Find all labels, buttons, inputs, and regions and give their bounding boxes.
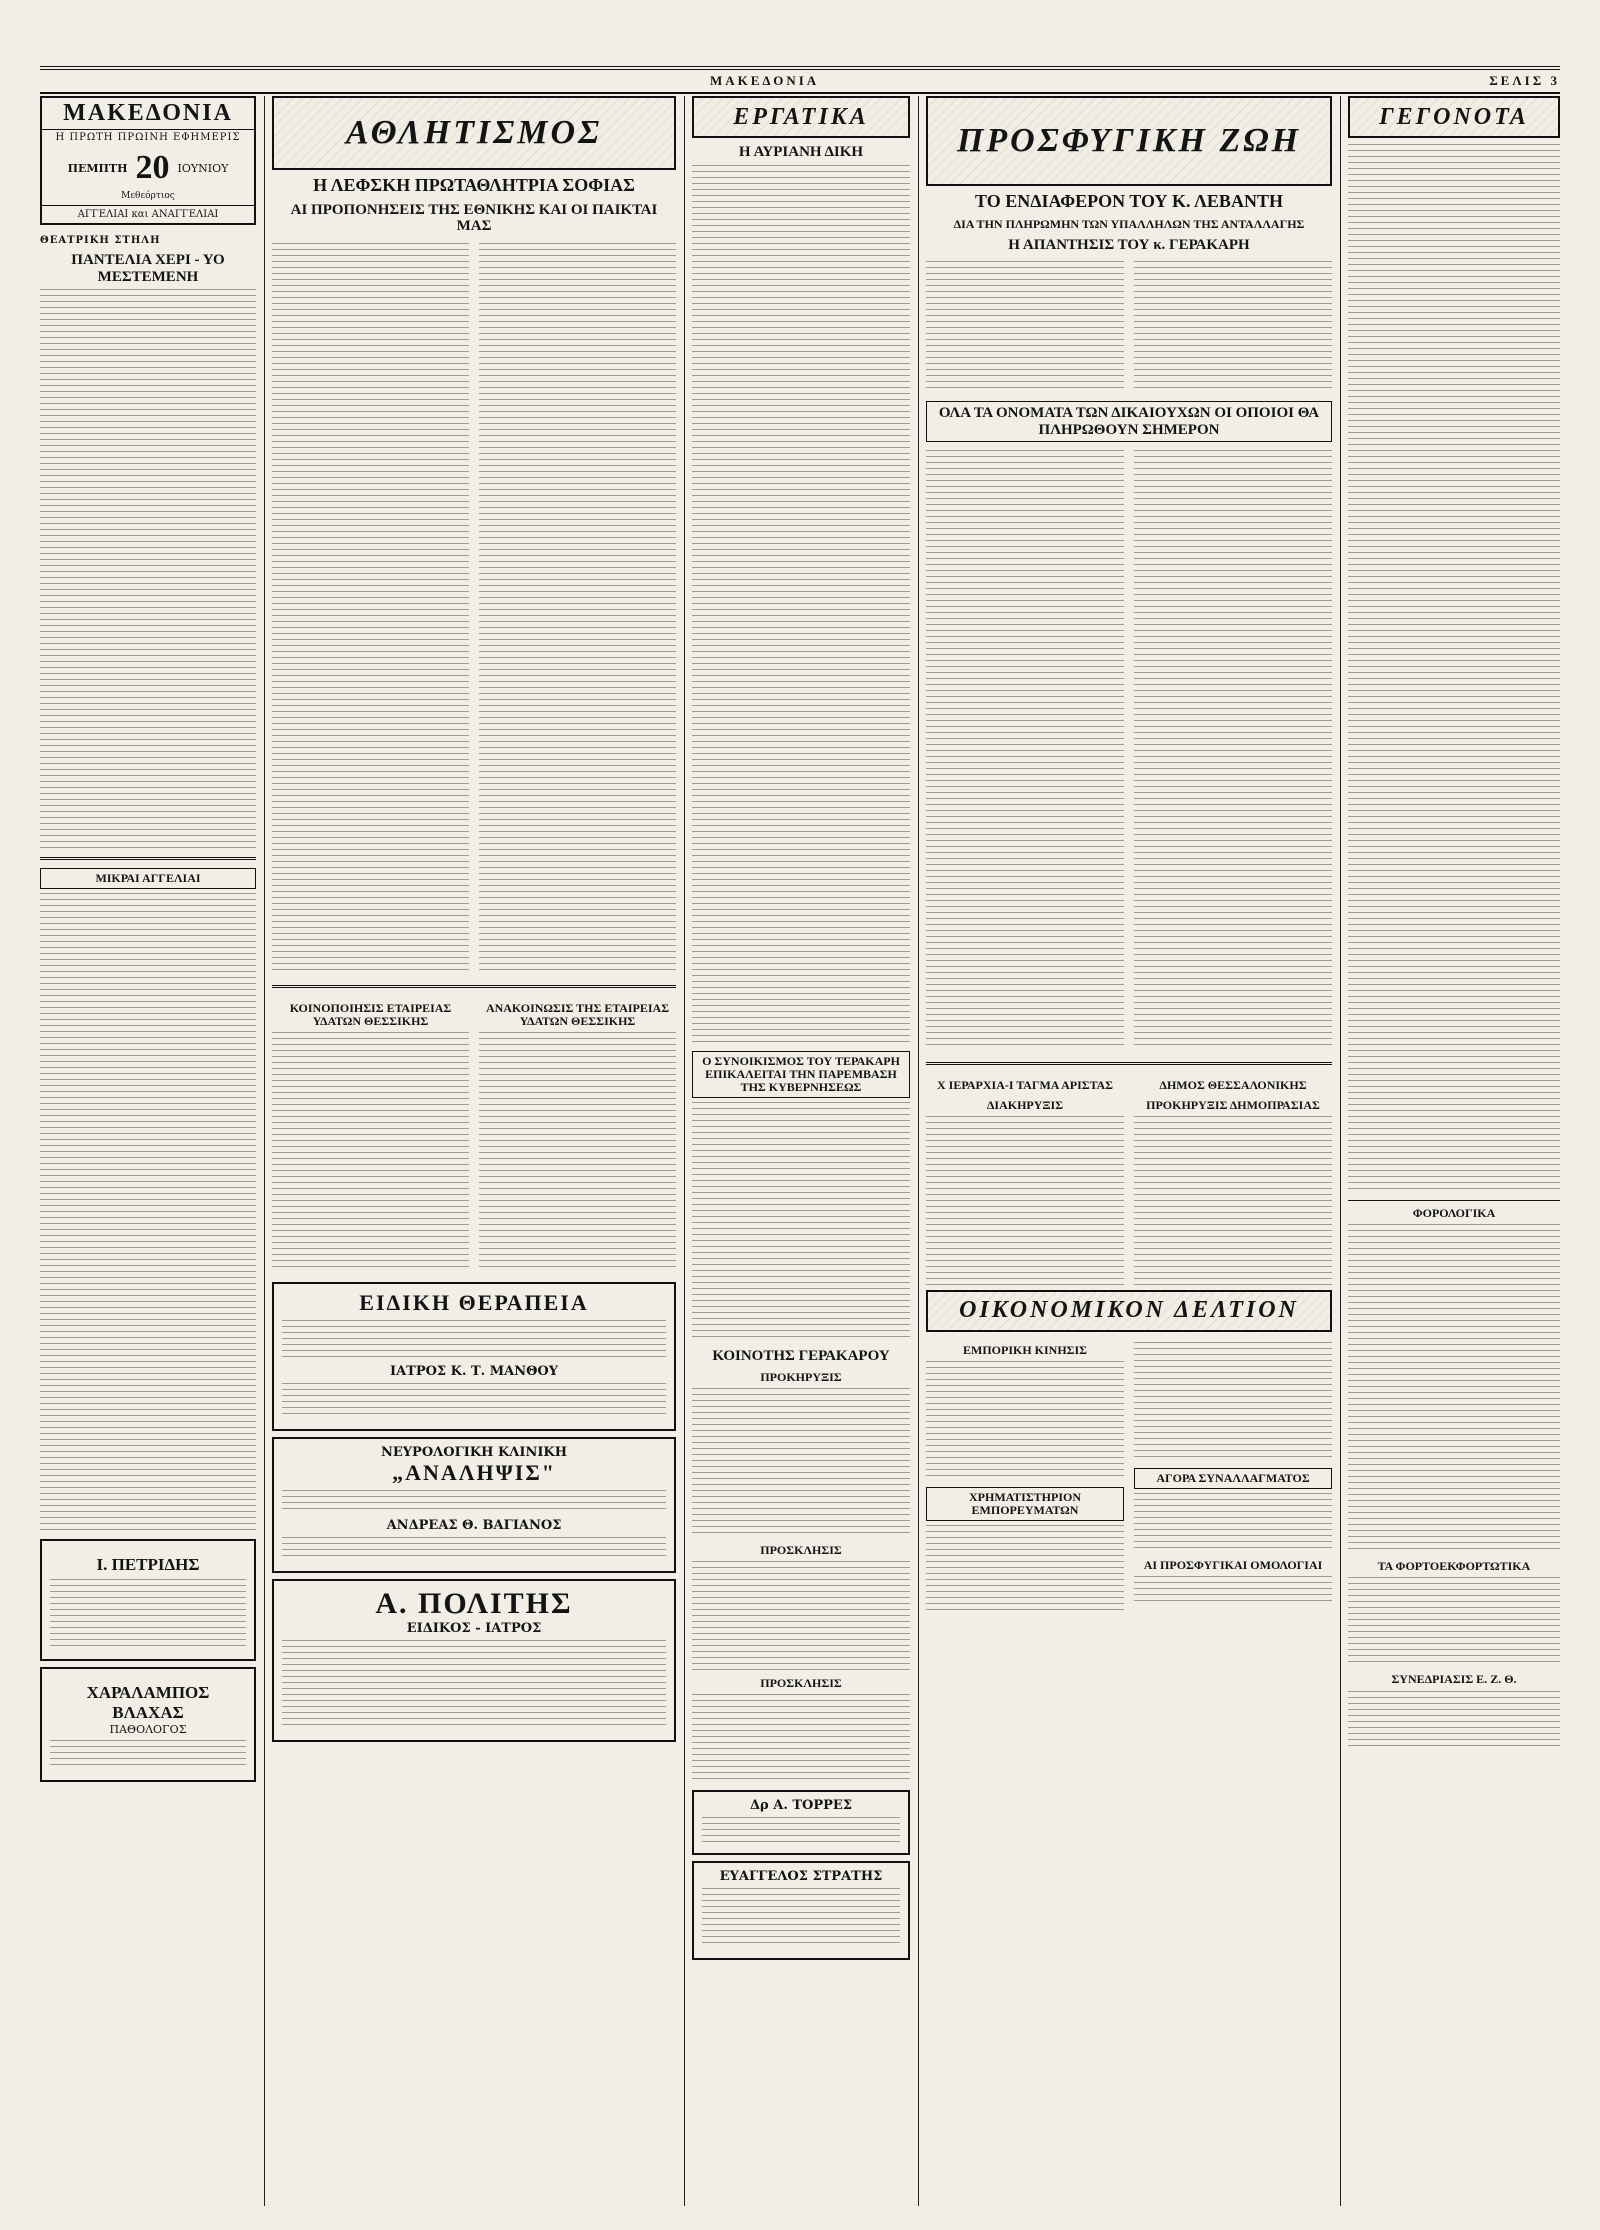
meetings-headline: ΣΥΝΕΔΡΙΑΣΙΣ Ε. Ζ. Θ.	[1391, 1672, 1517, 1687]
ad-politis	[272, 1579, 676, 1742]
sports-headline-2: ΑΙ ΠΡΟΠΟΝΗΣΕΙΣ ΤΗΣ ΕΘΝΙΚΗΣ ΚΑΙ ΟΙ ΠΑΙΚΤΑΙ ΜΑΣ	[290, 201, 658, 235]
article-text	[479, 243, 676, 973]
regiment-headline: Χ ΙΕΡΑΡΧΙΑ-Ι ΤΑΓΜΑ ΑΡΙΣΤΑΣ	[936, 1078, 1114, 1093]
ad-text	[702, 1888, 900, 1948]
article-text	[1134, 1342, 1332, 1462]
theatrical-headline: ΠΑΝΤΕΛΙΑ ΧΕΡΙ - ΥΟ ΜΕΣΤΕΜΕΝΗ	[71, 252, 225, 285]
paper-title: ΜΑΚΕΔΟΝΙΑ	[42, 98, 254, 130]
article-text	[692, 1388, 910, 1538]
ad-text	[282, 1490, 666, 1514]
refugee-headline-3: Η ΑΠΑΝΤΗΣΙΣ ΤΟΥ κ. ΓΕΡΑΚΑΡΗ	[1008, 236, 1250, 253]
date-number: 20	[135, 149, 170, 186]
ad-petridis	[40, 1539, 256, 1661]
ad-stratis-name: ΕΥΑΓΓΕΛΟΣ ΣΤΡΑΤΗΣ	[719, 1869, 883, 1885]
notice-headline-1: ΚΟΙΝΟΠΟΙΗΣΙΣ ΕΤΑΙΡΕΙΑΣ ΥΔΑΤΩΝ ΘΕΣΣΙΚΗΣ	[289, 1000, 452, 1028]
article-text	[926, 450, 1124, 1050]
trucks-headline: ΤΑ ΦΟΡΤΟΕΚΦΟΡΤΩΤΙΚΑ	[1377, 1559, 1531, 1574]
notices-row	[272, 996, 676, 1276]
date-extra: Μεθεόρτιος	[121, 191, 175, 201]
ad-text	[50, 1740, 246, 1770]
municipality-headline: ΔΗΜΟΣ ΘΕΣΣΑΛΟΝΙΚΗΣ	[1159, 1078, 1307, 1093]
article-text	[692, 1561, 910, 1671]
ad-clinic	[272, 1437, 676, 1573]
finance-headline-4: ΑΙ ΠΡΟΣΦΥΓΙΚΑΙ ΟΜΟΛΟΓΙΑΙ	[1143, 1558, 1323, 1573]
article-text	[40, 289, 256, 849]
article-text	[926, 1361, 1124, 1481]
ad-text	[702, 1817, 900, 1843]
article-text	[1348, 1224, 1560, 1554]
invitation-headline-2: ΠΡΟΣΚΛΗΣΙΣ	[760, 1675, 842, 1690]
refugee-headline-2: ΔΙΑ ΤΗΝ ΠΛΗΡΩΜΗΝ ΤΩΝ ΥΠΑΛΛΗΛΩΝ ΤΗΣ ΑΝΤΑΛΛΑΓΗΣ	[953, 216, 1305, 231]
finance-headline-1: ΕΜΠΟΡΙΚΗ ΚΙΝΗΣΙΣ	[962, 1342, 1088, 1357]
divider	[40, 857, 256, 860]
ad-special-therapy	[272, 1282, 676, 1431]
ad-politis-role: ΕΙΔΙΚΟΣ - ΙΑΤΡΟΣ	[406, 1621, 542, 1637]
refugee-headline-1: ΤΟ ΕΝΔΙΑΦΕΡΟΝ ΤΟΥ Κ. ΛΕΒΑΝΤΗ	[975, 191, 1283, 211]
sports-text-columns	[272, 239, 676, 977]
article-text	[1134, 1493, 1332, 1553]
article-text	[1348, 1691, 1560, 1751]
column-3	[692, 96, 910, 2206]
article-text	[926, 1116, 1124, 1286]
article-text	[692, 1694, 910, 1784]
ad-text	[282, 1537, 666, 1561]
article-text	[1134, 1576, 1332, 1606]
notice-text	[272, 1032, 469, 1272]
notice-text	[479, 1032, 676, 1272]
divider	[272, 985, 676, 988]
column-rule	[918, 96, 919, 2206]
proclamation-headline: ΠΡΟΚΗΡΥΞΙΣ	[760, 1369, 842, 1384]
announcement-headline: ΔΙΑΚΗΡΥΞΙΣ	[986, 1097, 1064, 1112]
finance-columns	[926, 1338, 1332, 1620]
ad-text	[50, 1579, 246, 1649]
column-rule	[264, 96, 265, 2206]
article-text	[1134, 1116, 1332, 1286]
column-4	[926, 96, 1332, 2206]
tax-headline: ΦΟΡΟΛΟΓΙΚΑ	[1412, 1206, 1496, 1220]
municipality-subheadline: ΠΡΟΚΗΡΥΞΙΣ ΔΗΜΟΠΡΑΣΙΑΣ	[1146, 1097, 1320, 1112]
events-text	[1348, 144, 1560, 1194]
top-bar-paper-name: ΜΑΚΕΔΟΝΙΑ	[709, 73, 820, 88]
paper-subtitle: Η ΠΡΩΤΗ ΠΡΩΙΝΗ ΕΦΗΜΕΡΙΣ	[55, 132, 241, 143]
labour-headline: Η ΑΥΡΙΑΝΗ ΔΙΚΗ	[738, 144, 864, 160]
labour-banner: ΕΡΓΑΤΙΚΑ	[692, 96, 910, 138]
divider	[926, 1062, 1332, 1065]
finance-headline-2: ΧΡΗΜΑΤΙΣΤΗΡΙΟΝ ΕΜΠΟΡΕΥΜΑΤΩΝ	[926, 1487, 1124, 1521]
ad-special-doctor: ΙΑΤΡΟΣ Κ. Τ. ΜΑΝΘΟΥ	[389, 1364, 559, 1380]
article-text	[926, 1525, 1124, 1615]
theatrical-section-label: ΘΕΑΤΡΙΚΗ ΣΤΗΛΗ	[40, 235, 161, 246]
ad-politis-name: Α. ΠΟΛΙΤΗΣ	[375, 1587, 573, 1621]
article-text	[926, 261, 1124, 391]
ad-clinic-director: ΑΝΔΡΕΑΣ Θ. ΒΑΓΙΑΝΟΣ	[386, 1518, 562, 1534]
invitation-headline-1: ΠΡΟΣΚΛΗΣΙΣ	[760, 1542, 842, 1557]
top-rule-bar	[40, 66, 1560, 94]
divider	[1348, 1200, 1560, 1201]
ad-torres	[692, 1790, 910, 1855]
ad-clinic-title: ΝΕΥΡΟΛΟΓΙΚΗ ΚΛΙΝΙΚΗ	[380, 1445, 567, 1461]
article-text	[1348, 1577, 1560, 1667]
sports-banner: ΑΘΛΗΤΙΣΜΟΣ	[272, 96, 676, 170]
article-text	[1134, 261, 1332, 391]
events-banner: ΓΕΓΟΝΟΤΑ	[1348, 96, 1560, 138]
date-month: ΙΟΥΝΙΟΥ	[177, 161, 229, 175]
ad-petridis-name: Ι. ΠΕΤΡΙΔΗΣ	[96, 1555, 200, 1575]
ad-text	[282, 1383, 666, 1419]
date-row	[42, 145, 254, 191]
column-1	[40, 96, 256, 2206]
ad-vlachas	[40, 1667, 256, 1782]
article-text	[692, 1102, 910, 1342]
refugee-text-columns	[926, 257, 1332, 395]
labour-headline-2: Ο ΣΥΝΟΙΚΙΣΜΟΣ ΤΟΥ ΤΕΡΑΚΑΡΗ ΕΠΙΚΑΛΕΙΤΑΙ ΤΗΝ ΠΑΡΕΜΒΑΣΗ ΤΗΣ ΚΥΒΕΡΝΗΣΕΩΣ	[692, 1051, 910, 1099]
ads-notice: ΑΓΓΕΛΙΑΙ και ΑΝΑΓΓΕΛΙΑΙ	[42, 205, 254, 223]
nameplate	[40, 96, 256, 225]
payees-text-columns	[926, 446, 1332, 1054]
refugee-headline-4: ΟΛΑ ΤΑ ΟΝΟΜΑΤΑ ΤΩΝ ΔΙΚΑΙΟΥΧΩΝ ΟΙ ΟΠΟΙΟΙ ΘΑ ΠΛΗΡΩΘΟΥΝ ΣΗΜΕΡΟΝ	[926, 401, 1332, 442]
finance-banner: ΟΙΚΟΝΟΜΙΚΟΝ ΔΕΛΤΙΟΝ	[926, 1290, 1332, 1332]
article-text	[272, 243, 469, 973]
announcements-row	[926, 1073, 1332, 1289]
ad-torres-name: Δρ Α. ΤΟΡΡΕΣ	[749, 1798, 853, 1814]
top-bar-page-number: ΣΕΛΙΣ 3	[1489, 73, 1560, 88]
article-text	[1134, 450, 1332, 1050]
finance-headline-3: ΑΓΟΡΑ ΣΥΝΑΛΛΑΓΜΑΤΟΣ	[1134, 1468, 1332, 1489]
ad-text	[282, 1320, 666, 1360]
ad-vlachas-role: ΠΑΘΟΛΟΓΟΣ	[109, 1723, 187, 1737]
column-5	[1348, 96, 1560, 2206]
ad-vlachas-name: ΧΑΡΑΛΑΜΠΟΣ ΒΛΑΧΑΣ	[86, 1683, 210, 1723]
column-rule	[684, 96, 685, 2206]
ad-stratis	[692, 1861, 910, 1960]
article-text	[692, 165, 910, 1045]
date-day: ΠΕΜΠΤΗ	[67, 161, 128, 175]
ad-text	[282, 1640, 666, 1730]
community-headline: ΚΟΙΝΟΤΗΣ ΓΕΡΑΚΑΡΟΥ	[712, 1348, 890, 1365]
ad-clinic-name: „ΑΝΑΛΗΨΙΣ"	[392, 1460, 556, 1486]
column-rule	[1340, 96, 1341, 2206]
classifieds-header: ΜΙΚΡΑΙ ΑΓΓΕΛΙΑΙ	[40, 868, 256, 889]
column-2	[272, 96, 676, 2206]
classifieds-text	[40, 893, 256, 1533]
refugee-banner: ΠΡΟΣΦΥΓΙΚΗ ΖΩΗ	[926, 96, 1332, 186]
sports-headline-1: Η ΛΕΦΣΚΗ ΠΡΩΤΑΘΛΗΤΡΙΑ ΣΟΦΙΑΣ	[313, 175, 635, 195]
ad-special-title: ΕΙΔΙΚΗ ΘΕΡΑΠΕΙΑ	[359, 1290, 589, 1316]
notice-headline-2: ΑΝΑΚΟΙΝΩΣΙΣ ΤΗΣ ΕΤΑΙΡΕΙΑΣ ΥΔΑΤΩΝ ΘΕΣΣΙΚΗΣ	[485, 1000, 670, 1028]
